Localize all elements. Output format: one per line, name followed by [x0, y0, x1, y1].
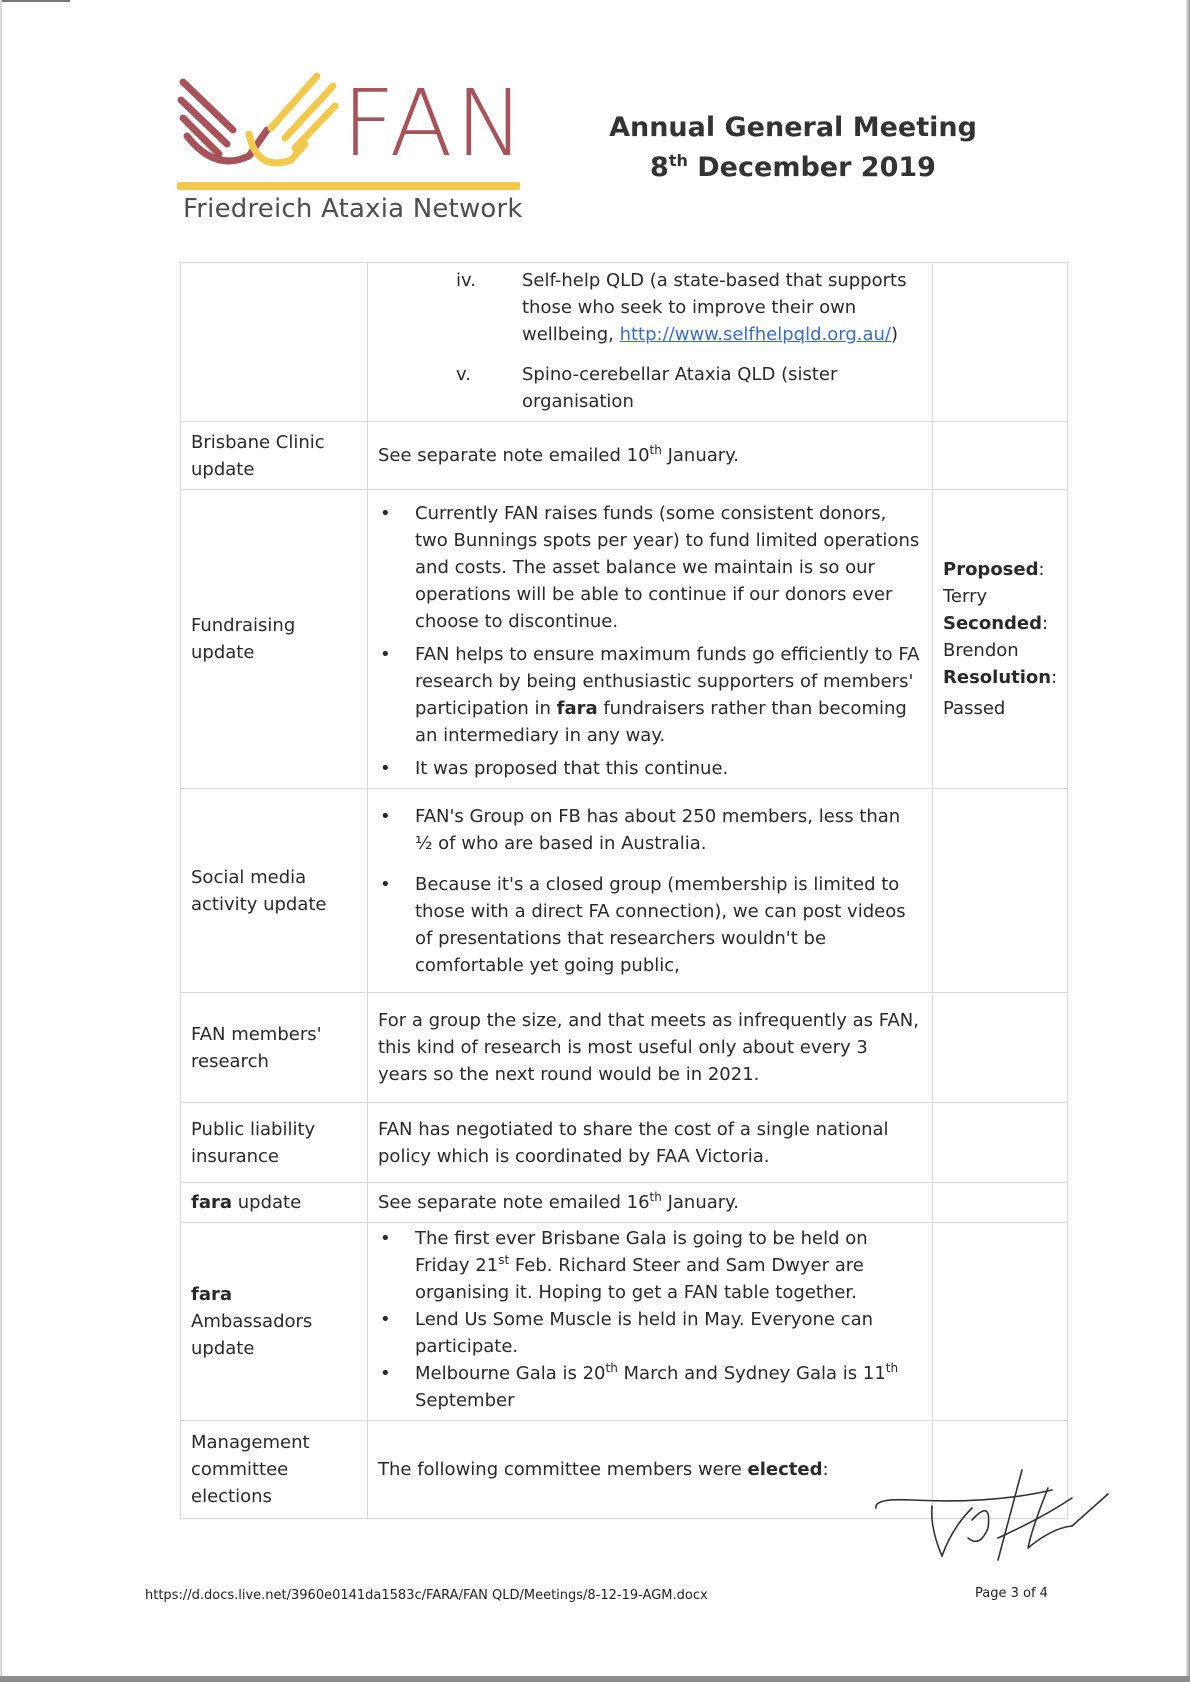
topic-cell: Social media activity update — [181, 789, 368, 993]
topic-cell: Fundraising update — [181, 490, 368, 789]
bullet-list — [378, 803, 922, 979]
proposed-value: Terry — [943, 586, 988, 607]
decision-cell — [933, 1183, 1068, 1223]
document-path: https://d.docs.live.net/3960e0141da1583c/FARA/FAN QLD/Meetings/8-12-19-AGM.docx — [145, 1588, 708, 1603]
notes-cell: See separate note emailed 16th January. — [368, 1183, 933, 1223]
scan-edge — [0, 0, 70, 2]
decision-cell — [933, 993, 1068, 1103]
resolution-value: Passed — [943, 698, 1006, 719]
topic-cell: Management committee elections — [181, 1421, 368, 1519]
list-item: • Melbourne Gala is 20th March and Sydney Gala is 11th September — [378, 1360, 922, 1414]
title-line-2: 8th December 2019 — [650, 151, 936, 183]
scan-edge — [0, 0, 2, 1682]
seconded-value: Brendon — [943, 640, 1019, 661]
logo-wordmark: FAN — [342, 70, 528, 177]
page-title — [600, 108, 986, 188]
list-item: • Because it's a closed group (membership is limited to those with a direct FA connection), we can post videos of presentations that researchers wouldn't be comfortable yet going public, — [378, 871, 922, 979]
notes-cell: FAN has negotiated to share the cost of a single national policy which is coordinated by FAA Victoria. — [368, 1103, 933, 1183]
table-row — [181, 789, 1068, 993]
table-row — [181, 1223, 1068, 1421]
minutes-table — [180, 262, 1068, 1519]
notes-cell: For a group the size, and that meets as infrequently as FAN, this kind of research is most useful only about every 3 years so the next round would be in 2021. — [368, 993, 933, 1103]
fan-logo — [175, 70, 528, 232]
notes-cell — [368, 263, 933, 422]
seconded-entry: Seconded: — [943, 613, 1049, 634]
list-item: iv. Self-help QLD (a state-based that supports those who seek to improve their own wellbeing, http://www.selfhelpqld.org.au/) — [456, 270, 907, 345]
table-row — [181, 263, 1068, 422]
topic-cell — [181, 263, 368, 422]
table-row — [181, 490, 1068, 789]
table-row — [181, 1183, 1068, 1223]
proposed-entry: Proposed: — [943, 559, 1045, 580]
table-row — [181, 1103, 1068, 1183]
resolution-entry: Resolution: — [943, 667, 1058, 688]
decision-cell — [933, 422, 1068, 490]
logo-subtitle: Friedreich Ataxia Network — [183, 194, 523, 224]
topic-cell: FAN members' research — [181, 993, 368, 1103]
decision-cell — [933, 1103, 1068, 1183]
topic-cell: fara update — [181, 1183, 368, 1223]
notes-cell — [368, 490, 933, 789]
decision-cell — [933, 789, 1068, 993]
decision-cell — [933, 490, 1068, 789]
page-number: Page 3 of 4 — [975, 1586, 1048, 1601]
table-row — [181, 422, 1068, 490]
title-line-1: Annual General Meeting — [609, 112, 977, 143]
decision-cell — [933, 263, 1068, 422]
bullet-list — [378, 500, 922, 782]
topic-cell: Public liability insurance — [181, 1103, 368, 1183]
list-item: • It was proposed that this continue. — [378, 755, 922, 782]
list-item: • FAN's Group on FB has about 250 members, less than ½ of who are based in Australia. — [378, 803, 922, 857]
hands-logo-icon — [175, 72, 345, 182]
notes-cell: See separate note emailed 10th January. — [368, 422, 933, 490]
bullet-list — [378, 1225, 922, 1414]
selfhelp-link[interactable]: http://www.selfhelpqld.org.au/ — [619, 324, 891, 345]
topic-cell: Brisbane Clinic update — [181, 422, 368, 490]
notes-cell: The following committee members were elected: — [368, 1421, 933, 1519]
table-row — [181, 993, 1068, 1103]
list-item: • FAN helps to ensure maximum funds go efficiently to FA research by being enthusiastic supporters of members' participation in fara fundraisers rather than becoming an intermediary in any way. — [378, 641, 922, 749]
scan-edge — [0, 1676, 1190, 1682]
list-item: • Currently FAN raises funds (some consistent donors, two Bunnings spots per year) to fund limited operations and costs. The asset balance we maintain is so our operations will be able to continue if our donors ever choose to discontinue. — [378, 500, 922, 635]
list-item: • The first ever Brisbane Gala is going to be held on Friday 21st Feb. Richard Steer and Sam Dwyer are organising it. Hoping to get a FAN table together. — [378, 1225, 922, 1306]
logo-underline — [177, 182, 520, 190]
signature-icon — [872, 1468, 1112, 1578]
scan-edge — [1186, 0, 1190, 1682]
notes-cell — [368, 789, 933, 993]
list-item: • Lend Us Some Muscle is held in May. Everyone can participate. — [378, 1306, 922, 1360]
decision-cell — [933, 1223, 1068, 1421]
list-item: v. Spino-cerebellar Ataxia QLD (sister organisation — [456, 364, 838, 412]
topic-cell: fara Ambassadors update — [181, 1223, 368, 1421]
notes-cell — [368, 1223, 933, 1421]
roman-list — [378, 267, 922, 415]
